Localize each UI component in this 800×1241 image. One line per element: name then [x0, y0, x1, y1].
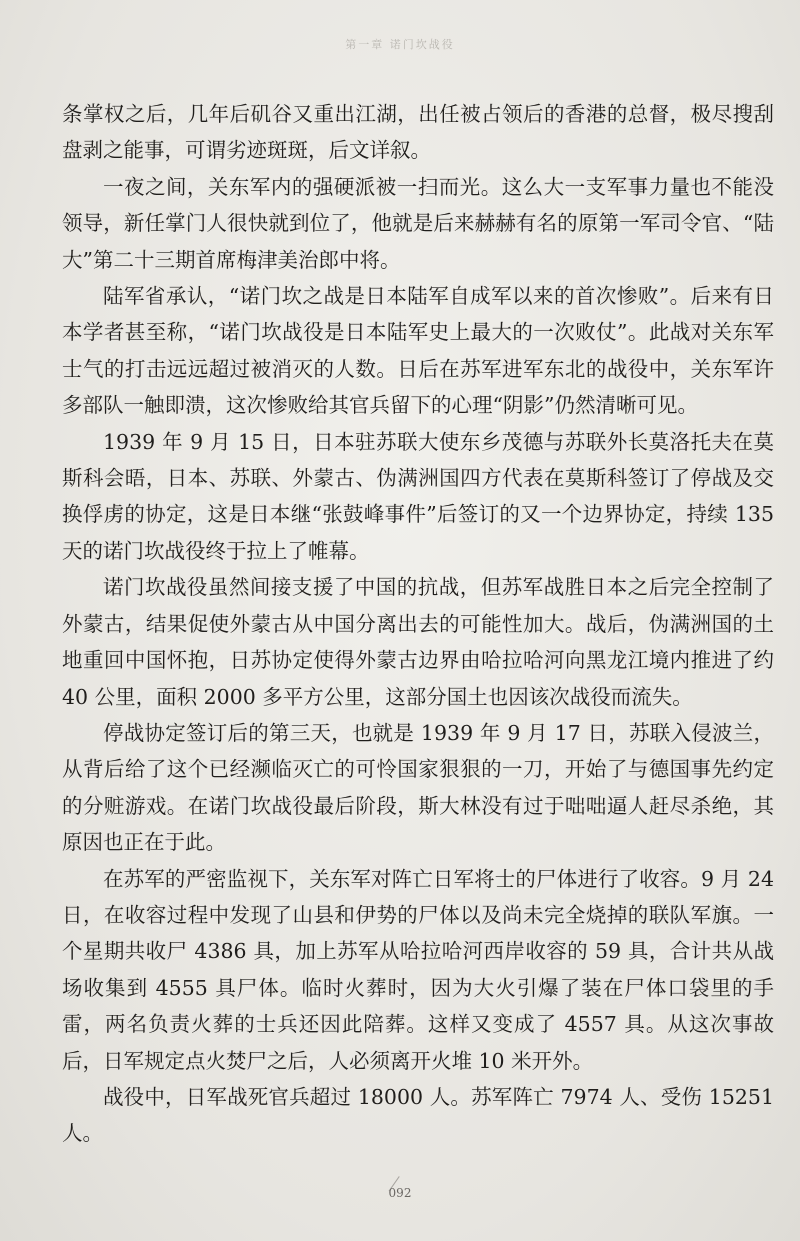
- paragraph-4: 1939 年 9 月 15 日，日本驻苏联大使东乡茂德与苏联外长莫洛托夫在莫斯科会晤，日本、苏联、外蒙古、伪满洲国四方代表在莫斯科签订了停战及交换俘虏的协定，这是日本继“张鼓峰事件”后签订的又一个边界协定，持续 135 天的诺门坎战役终于拉上了帷幕。: [62, 429, 774, 563]
- body-text: [62, 96, 774, 1152]
- paragraph-3: 陆军省承认，“诺门坎之战是日本陆军自成军以来的首次惨败”。后来有日本学者甚至称，“诺门坎战役是日本陆军史上最大的一次败仗”。此战对关东军士气的打击远远超过被消灭的人数。日后在苏军进军东北的战役中，关东军许多部队一触即溃，这次惨败给其官兵留下的心理“阴影”仍然清晰可见。: [62, 284, 774, 418]
- paragraph-8: 战役中，日军战死官兵超过 18000 人。苏军阵亡 7974 人、受伤 15251 人。: [62, 1084, 774, 1146]
- paragraph-7: 在苏军的严密监视下，关东军对阵亡日军将士的尸体进行了收容。9 月 24 日，在收容过程中发现了山县和伊势的尸体以及尚未完全烧掉的联队军旗。一个星期共收尸 4386 具，加上苏军从哈拉哈河西岸收容的 59 具，合计共从战场收集到 4555 具尸体。临时火葬时，因为大火引爆了装在尸体口袋里的手雷，两名负责火葬的士兵还因此陪葬。这样又变成了 4557 具。从这次事故后，日军规定点火焚尸之后，人必须离开火堆 10 米开外。: [62, 866, 774, 1073]
- paragraph-2: 一夜之间，关东军内的强硬派被一扫而光。这么大一支军事力量也不能没领导，新任掌门人很快就到位了，他就是后来赫赫有名的原第一军司令官、“陆大”第二十三期首席梅津美治郎中将。: [62, 174, 774, 272]
- paragraph-1: 条掌权之后，几年后矶谷又重出江湖，出任被占领后的香港的总督，极尽搜刮盘剥之能事，可谓劣迹斑斑，后文详叙。: [62, 102, 774, 163]
- paragraph-5: 诺门坎战役虽然间接支援了中国的抗战，但苏军战胜日本之后完全控制了外蒙古，结果促使外蒙古从中国分离出去的可能性加大。战后，伪满洲国的土地重回中国怀抱，日苏协定使得外蒙古边界由哈拉哈河向黑龙江境内推进了约 40 公里，面积 2000 多平方公里，这部分国土也因该次战役而流失。: [62, 575, 774, 709]
- page-number: 092: [388, 1186, 412, 1200]
- paragraph-6: 停战协定签订后的第三天，也就是 1939 年 9 月 17 日，苏联入侵波兰，从背后给了这个已经濒临灭亡的可怜国家狠狠的一刀，开始了与德国事先约定的分赃游戏。在诺门坎战役最后阶段，斯大林没有过于咄咄逼人赶尽杀绝，其原因也正在于此。: [62, 720, 774, 855]
- running-head: 第一章 诺门坎战役: [345, 38, 455, 51]
